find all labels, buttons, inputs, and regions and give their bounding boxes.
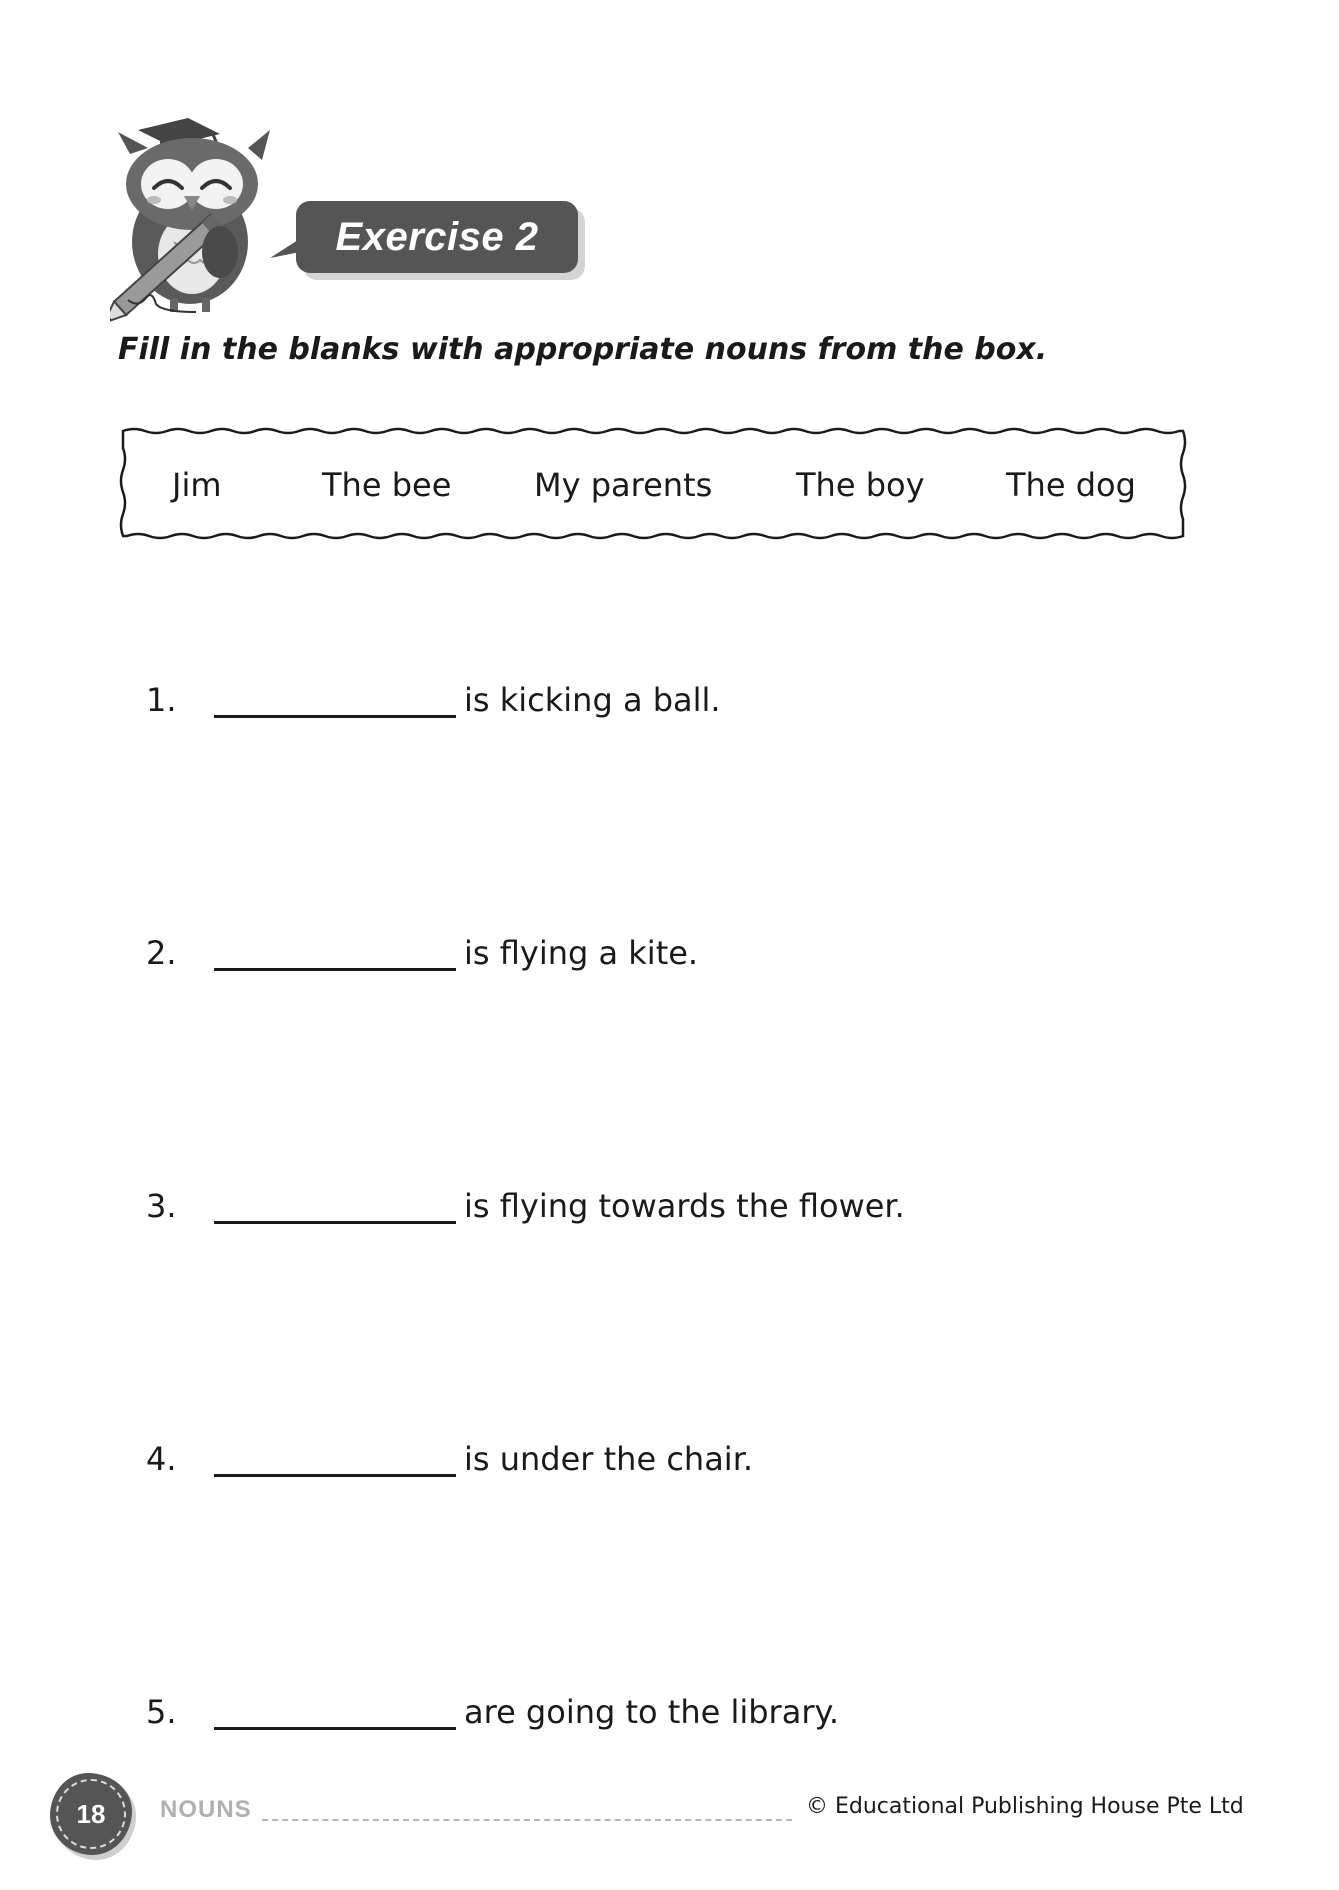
- copyright-text: © Educational Publishing House Pte Ltd: [806, 1794, 1244, 1819]
- question-number: 5.: [146, 1693, 177, 1731]
- section-label: NOUNS: [160, 1796, 252, 1823]
- answer-blank[interactable]: [214, 968, 456, 971]
- word-box-item: The bee: [322, 466, 452, 504]
- word-box-item: Jim: [172, 466, 222, 504]
- page-number: 18: [76, 1799, 106, 1829]
- footer-divider: [262, 1819, 792, 1821]
- word-box-item: My parents: [534, 466, 713, 504]
- answer-blank[interactable]: [214, 715, 456, 718]
- exercise-title: Exercise 2: [296, 201, 578, 273]
- word-box-item: The dog: [1006, 466, 1136, 504]
- instruction-text: Fill in the blanks with appropriate nouns from the box.: [118, 332, 1048, 367]
- question-number: 3.: [146, 1187, 177, 1225]
- page-number-badge: [50, 1773, 132, 1855]
- question-text: are going to the library.: [464, 1693, 840, 1731]
- question-number: 2.: [146, 934, 177, 972]
- question-number: 4.: [146, 1440, 177, 1478]
- question-text: is kicking a ball.: [464, 681, 721, 719]
- word-box-item: The boy: [796, 466, 925, 504]
- question-number: 1.: [146, 681, 177, 719]
- question-text: is flying towards the flower.: [464, 1187, 905, 1225]
- question-text: is flying a kite.: [464, 934, 699, 972]
- answer-blank[interactable]: [214, 1474, 456, 1477]
- answer-blank[interactable]: [214, 1727, 456, 1730]
- question-text: is under the chair.: [464, 1440, 754, 1478]
- owl-mascot-icon: [110, 112, 310, 322]
- answer-blank[interactable]: [214, 1221, 456, 1224]
